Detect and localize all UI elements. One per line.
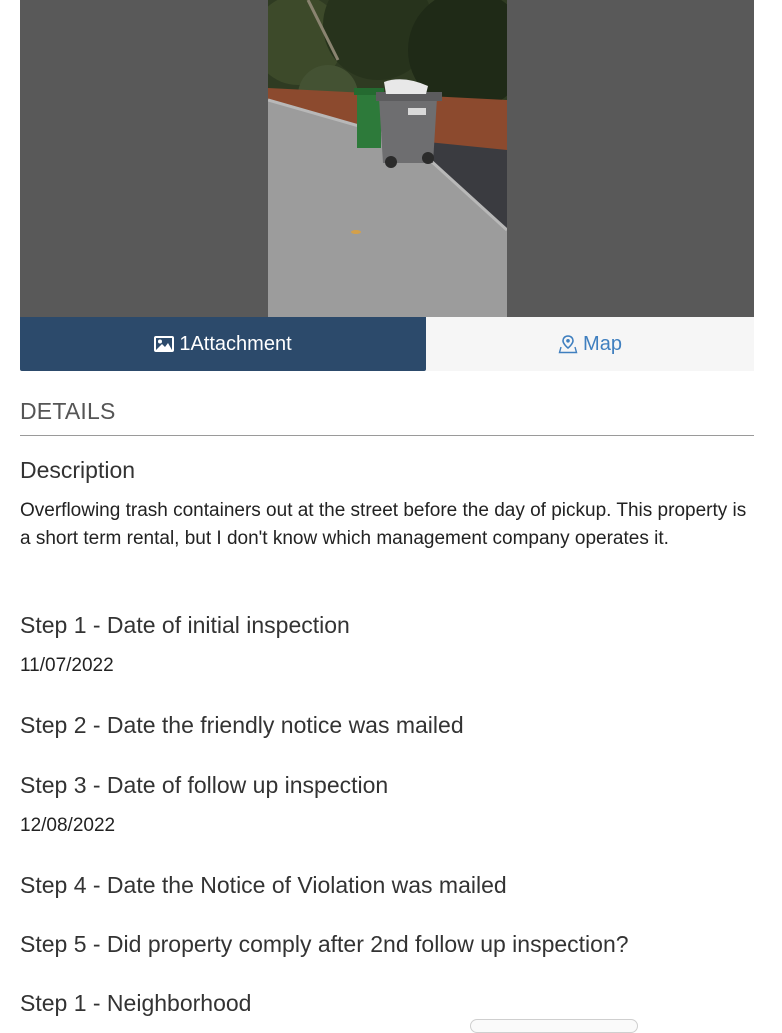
tab-map[interactable] — [426, 317, 754, 371]
image-icon — [154, 336, 174, 352]
step1-inspection-label: Step 1 - Date of initial inspection — [20, 612, 350, 638]
description-value: Overflowing trash containers out at the street before the day of pickup. This property is a short term rental, but I don't know which management company operates it. — [20, 500, 747, 549]
step5-comply-label: Step 5 - Did property comply after 2nd follow up inspection? — [20, 931, 629, 957]
map-tab-label: Map — [583, 332, 622, 355]
attachment-count: 1 — [179, 332, 191, 355]
trash-bins-photo — [268, 0, 507, 317]
attachment-map-tabs — [20, 317, 754, 371]
map-pin-icon — [558, 334, 578, 354]
step3-followup-label: Step 3 - Date of follow up inspection — [20, 772, 389, 798]
tab-attachments[interactable] — [20, 317, 426, 371]
details-heading: DETAILS — [20, 398, 754, 436]
step3-followup-date: 12/08/2022 — [20, 815, 116, 836]
attachment-tab-label: Attachment — [190, 332, 292, 355]
step1-inspection-date: 11/07/2022 — [20, 655, 114, 676]
attachment-photo[interactable] — [268, 0, 507, 317]
step4-violation-label: Step 4 - Date the Notice of Violation was mailed — [20, 872, 507, 898]
scroll-indicator — [470, 1019, 638, 1033]
attachment-viewer — [20, 0, 754, 317]
step2-notice-label: Step 2 - Date the friendly notice was mailed — [20, 712, 464, 738]
step1-neighborhood-label: Step 1 - Neighborhood — [20, 990, 252, 1016]
description-label: Description — [20, 457, 136, 483]
